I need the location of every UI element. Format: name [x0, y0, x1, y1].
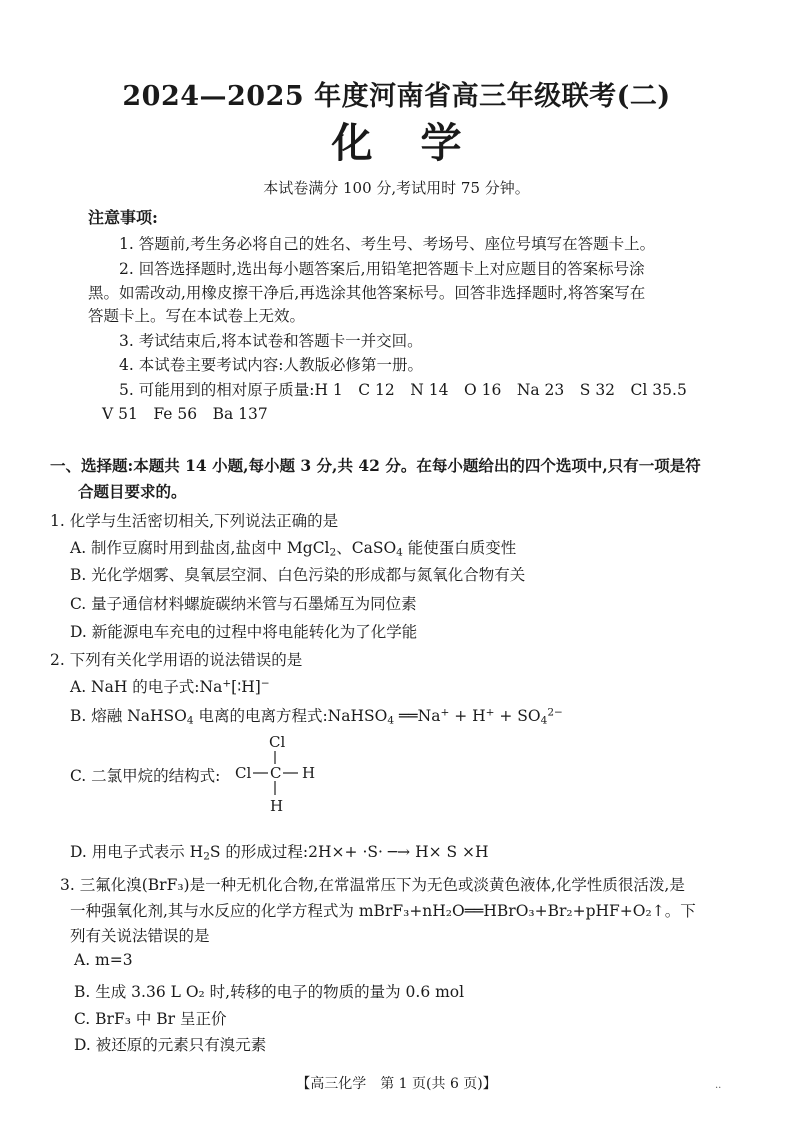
note-item: 黑。如需改动,用橡皮擦干净后,再选涂其他答案标号。回答非选择题时,将答案写在 [88, 284, 646, 302]
q3-option-a: A. m=3 [74, 951, 133, 969]
q1-option-d: D. 新能源电车充电的过程中将电能转化为了化学能 [70, 623, 418, 641]
note-item: 5. 可能用到的相对原子质量:H 1 C 12 N 14 O 16 Na 23 S 32 Cl 35.5 [119, 381, 687, 399]
q2-option-c-label: C. 二氯甲烷的结构式: [70, 767, 221, 785]
q1-option-a: A. 制作豆腐时用到盐卤,盐卤中 MgCl$_2$、CaSO$_4$ 能使蛋白质变性 [70, 539, 517, 559]
atom-cl-top: Cl [269, 733, 286, 751]
note-item: 4. 本试卷主要考试内容:人教版必修第一册。 [119, 356, 423, 374]
page-footer: 【高三化学 第 1 页(共 6 页)】 [296, 1076, 497, 1092]
atom-h-bottom: H [270, 797, 284, 815]
q3-stem-line3: 列有关说法错误的是 [70, 927, 210, 945]
q2-option-a: A. NaH 的电子式:Na+[∶H]− [70, 677, 270, 696]
q3-stem-line2: 一种强氧化剂,其与水反应的化学方程式为 mBrF₃+nH₂O══HBrO₃+Br₂+pHF+O₂↑。下 [70, 902, 696, 920]
note-item: 2. 回答选择题时,选出每小题答案后,用铅笔把答题卡上对应题目的答案标号涂 [119, 260, 645, 278]
q3-stem-line1: 3. 三氟化溴(BrF₃)是一种无机化合物,在常温常压下为无色或淡黄色液体,化学性质很活泼,是 [60, 876, 685, 894]
dichloromethane-structure [236, 733, 326, 815]
atom-cl-left: Cl [235, 764, 252, 782]
q3-option-c: C. BrF₃ 中 Br 呈正价 [74, 1010, 227, 1028]
q3-option-b: B. 生成 3.36 L O₂ 时,转移的电子的物质的量为 0.6 mol [74, 983, 465, 1001]
q1-option-b: B. 光化学烟雾、臭氧层空洞、白色污染的形成都与氮氧化合物有关 [70, 566, 526, 584]
note-item: 答题卡上。写在本试卷上无效。 [88, 307, 306, 325]
note-item: 1. 答题前,考生务必将自己的姓名、考生号、考场号、座位号填写在答题卡上。 [119, 235, 656, 253]
section-heading-cont: 合题目要求的。 [78, 482, 187, 501]
notes-heading: 注意事项: [88, 208, 158, 227]
q2-option-b: B. 熔融 NaHSO$_4$ 电离的电离方程式:NaHSO$_4$ ══Na+ + $H^+ + SO_4^{2-}$ [70, 706, 563, 727]
atom-h-right: H [302, 764, 316, 782]
note-item: 3. 考试结束后,将本试卷和答题卡一并交回。 [119, 332, 423, 350]
atom-c-center: C [270, 764, 282, 782]
footer-dots: .. [715, 1080, 722, 1091]
q2-option-d: D. 用电子式表示 $H_2S$ 的形成过程:2H×+ ·S· ─→ H× S ×H [70, 843, 489, 863]
section-heading: 一、选择题:本题共 14 小题,每小题 3 分,共 42 分。在每小题给出的四个选项中,只有一项是符 [50, 456, 701, 475]
exam-title: 2024—2025 年度河南省高三年级联考(二) [122, 81, 671, 112]
q1-stem: 1. 化学与生活密切相关,下列说法正确的是 [50, 512, 339, 530]
q1-option-c: C. 量子通信材料螺旋碳纳米管与石墨烯互为同位素 [70, 595, 417, 613]
exam-info: 本试卷满分 100 分,考试用时 75 分钟。 [263, 179, 530, 197]
subject-title: 化学 [331, 119, 510, 167]
note-item: V 51 Fe 56 Ba 137 [102, 405, 268, 423]
q3-option-d: D. 被还原的元素只有溴元素 [74, 1036, 267, 1054]
q2-stem: 2. 下列有关化学用语的说法错误的是 [50, 651, 303, 669]
